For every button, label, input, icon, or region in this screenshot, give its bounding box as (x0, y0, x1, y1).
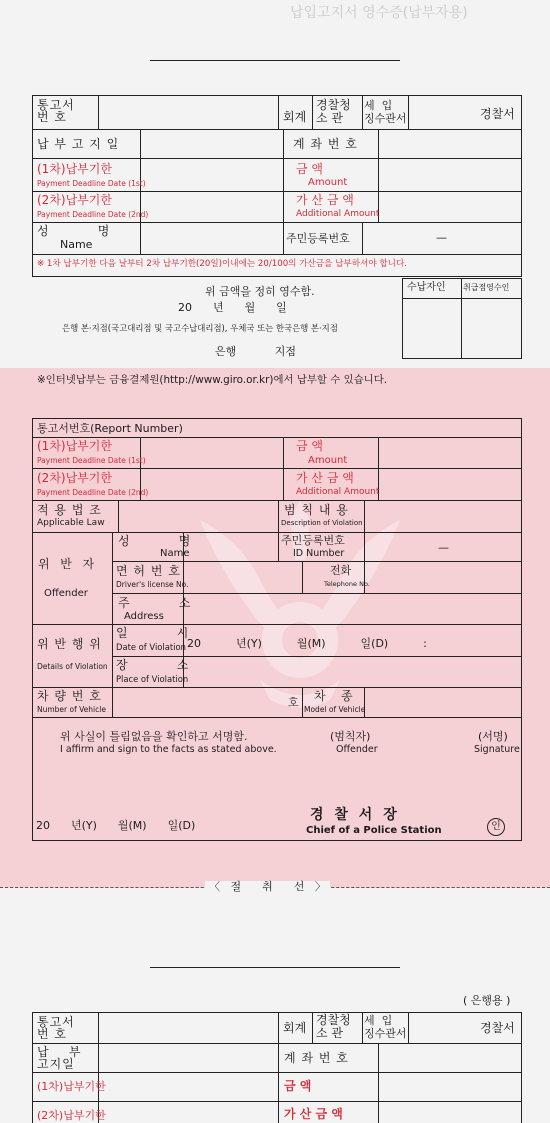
deadline1-en-2: Payment Deadline Date (1st) (37, 456, 146, 465)
id-number-label: 주민등록번호 (281, 534, 345, 547)
bank-deadline2-label: (2차)납부기한 (37, 1109, 106, 1122)
police-chief-title: 경 찰 서 장 (310, 807, 400, 823)
violation-desc-en: Description of Violation (281, 519, 363, 527)
deadline2-en: Payment Deadline Date (2nd) (37, 210, 149, 219)
additional-amount-en-2: Additional Amount (296, 487, 380, 497)
amount-en-2: Amount (308, 455, 348, 466)
bank-police-station-label: 경찰서 (480, 1021, 515, 1035)
faint-header: 납입고지서 영수증(납부자용) (290, 5, 468, 21)
signature-label: (서명) (478, 730, 508, 743)
issue-date: 20 년(Y) 월(M) 일(D) (36, 819, 196, 832)
phone-label: 전화 (330, 564, 352, 577)
bank-list: 은행 본·지점(국고대리점 및 국고수납대리점), 우체국 또는 한국은행 본·지점 (62, 323, 338, 333)
deadline2-en-2: Payment Deadline Date (2nd) (37, 488, 149, 497)
amount-label: 금 액 (296, 162, 323, 176)
additional-amount-label: 가 산 금 액 (296, 193, 354, 207)
title-underline (150, 60, 400, 61)
cut-line-label: 〈 절 취 선 〉 (205, 881, 330, 892)
violation-date-en: Date of Violation (116, 642, 186, 652)
police-chief-en: Chief of a Police Station (306, 825, 442, 836)
affirm-en: I affirm and sign to the facts as stated above. (60, 744, 277, 755)
report-number-label-2: 통고서번호(Report Number) (37, 422, 183, 435)
police-agency-label: 경찰청 소 관 (316, 98, 351, 125)
id-number-dash: — (438, 541, 449, 554)
phone-en: Telephone No. (324, 580, 370, 588)
offender-label: 위 반 자 (38, 557, 96, 571)
deadline1-label-2: (1차)납부기한 (37, 439, 112, 453)
bank-report-number-label: 통고서 번 호 (37, 1015, 75, 1041)
surcharge-notice: ※ 1차 납부기한 다음 날부터 2차 납부기한(20일)이내에는 20/100의 가산금을 납부하셔야 합니다. (37, 259, 408, 269)
notice-date-label: 납 부 고 지 일 (37, 137, 120, 151)
signature-en: Signature (474, 744, 520, 755)
bank-police-agency-label: 경찰청 소 관 (316, 1013, 351, 1040)
amount-label-2: 금 액 (296, 439, 323, 453)
additional-amount-en: Additional Amount (296, 209, 380, 219)
violation-details-label: 위 반 행 위 (37, 637, 102, 651)
handler-seal-label: 취급점영수인 (463, 283, 510, 292)
deadline1-en: Payment Deadline Date (1st) (37, 179, 146, 188)
vehicle-number-suffix: 호 (288, 696, 299, 709)
name-label: 성 명 (37, 224, 111, 238)
vehicle-number-en: Number of Vehicle (37, 705, 106, 714)
bank-additional-amount-label: 가 산 금 액 (284, 1107, 343, 1121)
affirm-text: 위 사실이 틀림없음을 확인하고 서명함. (60, 730, 248, 743)
receipt-confirm: 위 금액을 정히 영수함. (205, 285, 315, 298)
revenue-officer-label: 세 입 징수관서 (364, 99, 407, 125)
vehicle-model-label: 차 종 (314, 689, 354, 703)
violation-date-label: 일 시 (116, 626, 190, 640)
bank-amount-label: 금 액 (284, 1079, 312, 1093)
violation-desc-label: 범 칙 내 용 (284, 503, 349, 517)
address-en: Address (124, 611, 164, 622)
police-station-label: 경찰서 (480, 107, 515, 121)
address-label: 주 소 (118, 596, 192, 610)
violation-place-label: 장 소 (116, 658, 190, 672)
id-number-en: ID Number (293, 548, 345, 559)
report-number-label: 통고서 번 호 (37, 98, 75, 124)
violation-place-en: Place of Violation (116, 674, 189, 684)
vehicle-model-en: Model of Vehicle (304, 705, 366, 714)
offender-sign-label: (범칙자) (330, 730, 371, 743)
bank-accounting-label: 회계 (283, 1021, 307, 1035)
additional-amount-label-2: 가 산 금 액 (296, 471, 354, 485)
applicable-law-label: 적 용 법 조 (37, 503, 102, 517)
bank-title-underline (150, 967, 400, 968)
violation-date-value: 20 년(Y) 월(M) 일(D) : (187, 637, 427, 650)
payer-seal-label: 수납자인 (407, 282, 446, 293)
bank-notice-date-label: 납 부 고지일 (37, 1045, 82, 1071)
vehicle-number-label: 차 량 번 호 (37, 689, 102, 703)
deadline2-label: (2차)납부기한 (37, 193, 112, 207)
accounting-label: 회계 (283, 110, 307, 124)
license-en: Driver's license No. (116, 580, 189, 589)
internet-payment-note: ※인터넷납부는 금융결제원(http://www.giro.or.kr)에서 납부할 수 있습니다. (37, 374, 388, 386)
deadline1-label: (1차)납부기한 (37, 162, 112, 176)
amount-en: Amount (308, 177, 348, 188)
offender-name-en: Name (160, 548, 190, 559)
account-number-label: 계 좌 번 호 (293, 137, 358, 151)
offender-en: Offender (44, 588, 88, 599)
receipt-date: 20 년 월 일 (178, 301, 287, 314)
offender-sign-en: Offender (336, 744, 378, 755)
deadline2-label-2: (2차)납부기한 (37, 471, 112, 485)
bank-account-number-label: 계 좌 번 호 (284, 1051, 349, 1065)
applicable-law-en: Applicable Law (37, 518, 105, 528)
official-seal: 인 (487, 818, 505, 836)
license-label: 면 허 번 호 (116, 564, 181, 578)
name-en: Name (60, 238, 93, 251)
bank-deadline1-label: (1차)납부기한 (37, 1080, 106, 1093)
rrn-dash: — (436, 231, 447, 244)
rrn-label: 주민등록번호 (286, 232, 350, 245)
offender-name-label: 성 명 (118, 534, 192, 548)
bank-revenue-officer-label: 세 입 징수관서 (364, 1014, 407, 1040)
bank-branch: 은행 지점 (215, 345, 296, 358)
bank-copy-label: ( 은행용 ) (463, 994, 511, 1007)
violation-details-en: Details of Violation (37, 662, 108, 671)
